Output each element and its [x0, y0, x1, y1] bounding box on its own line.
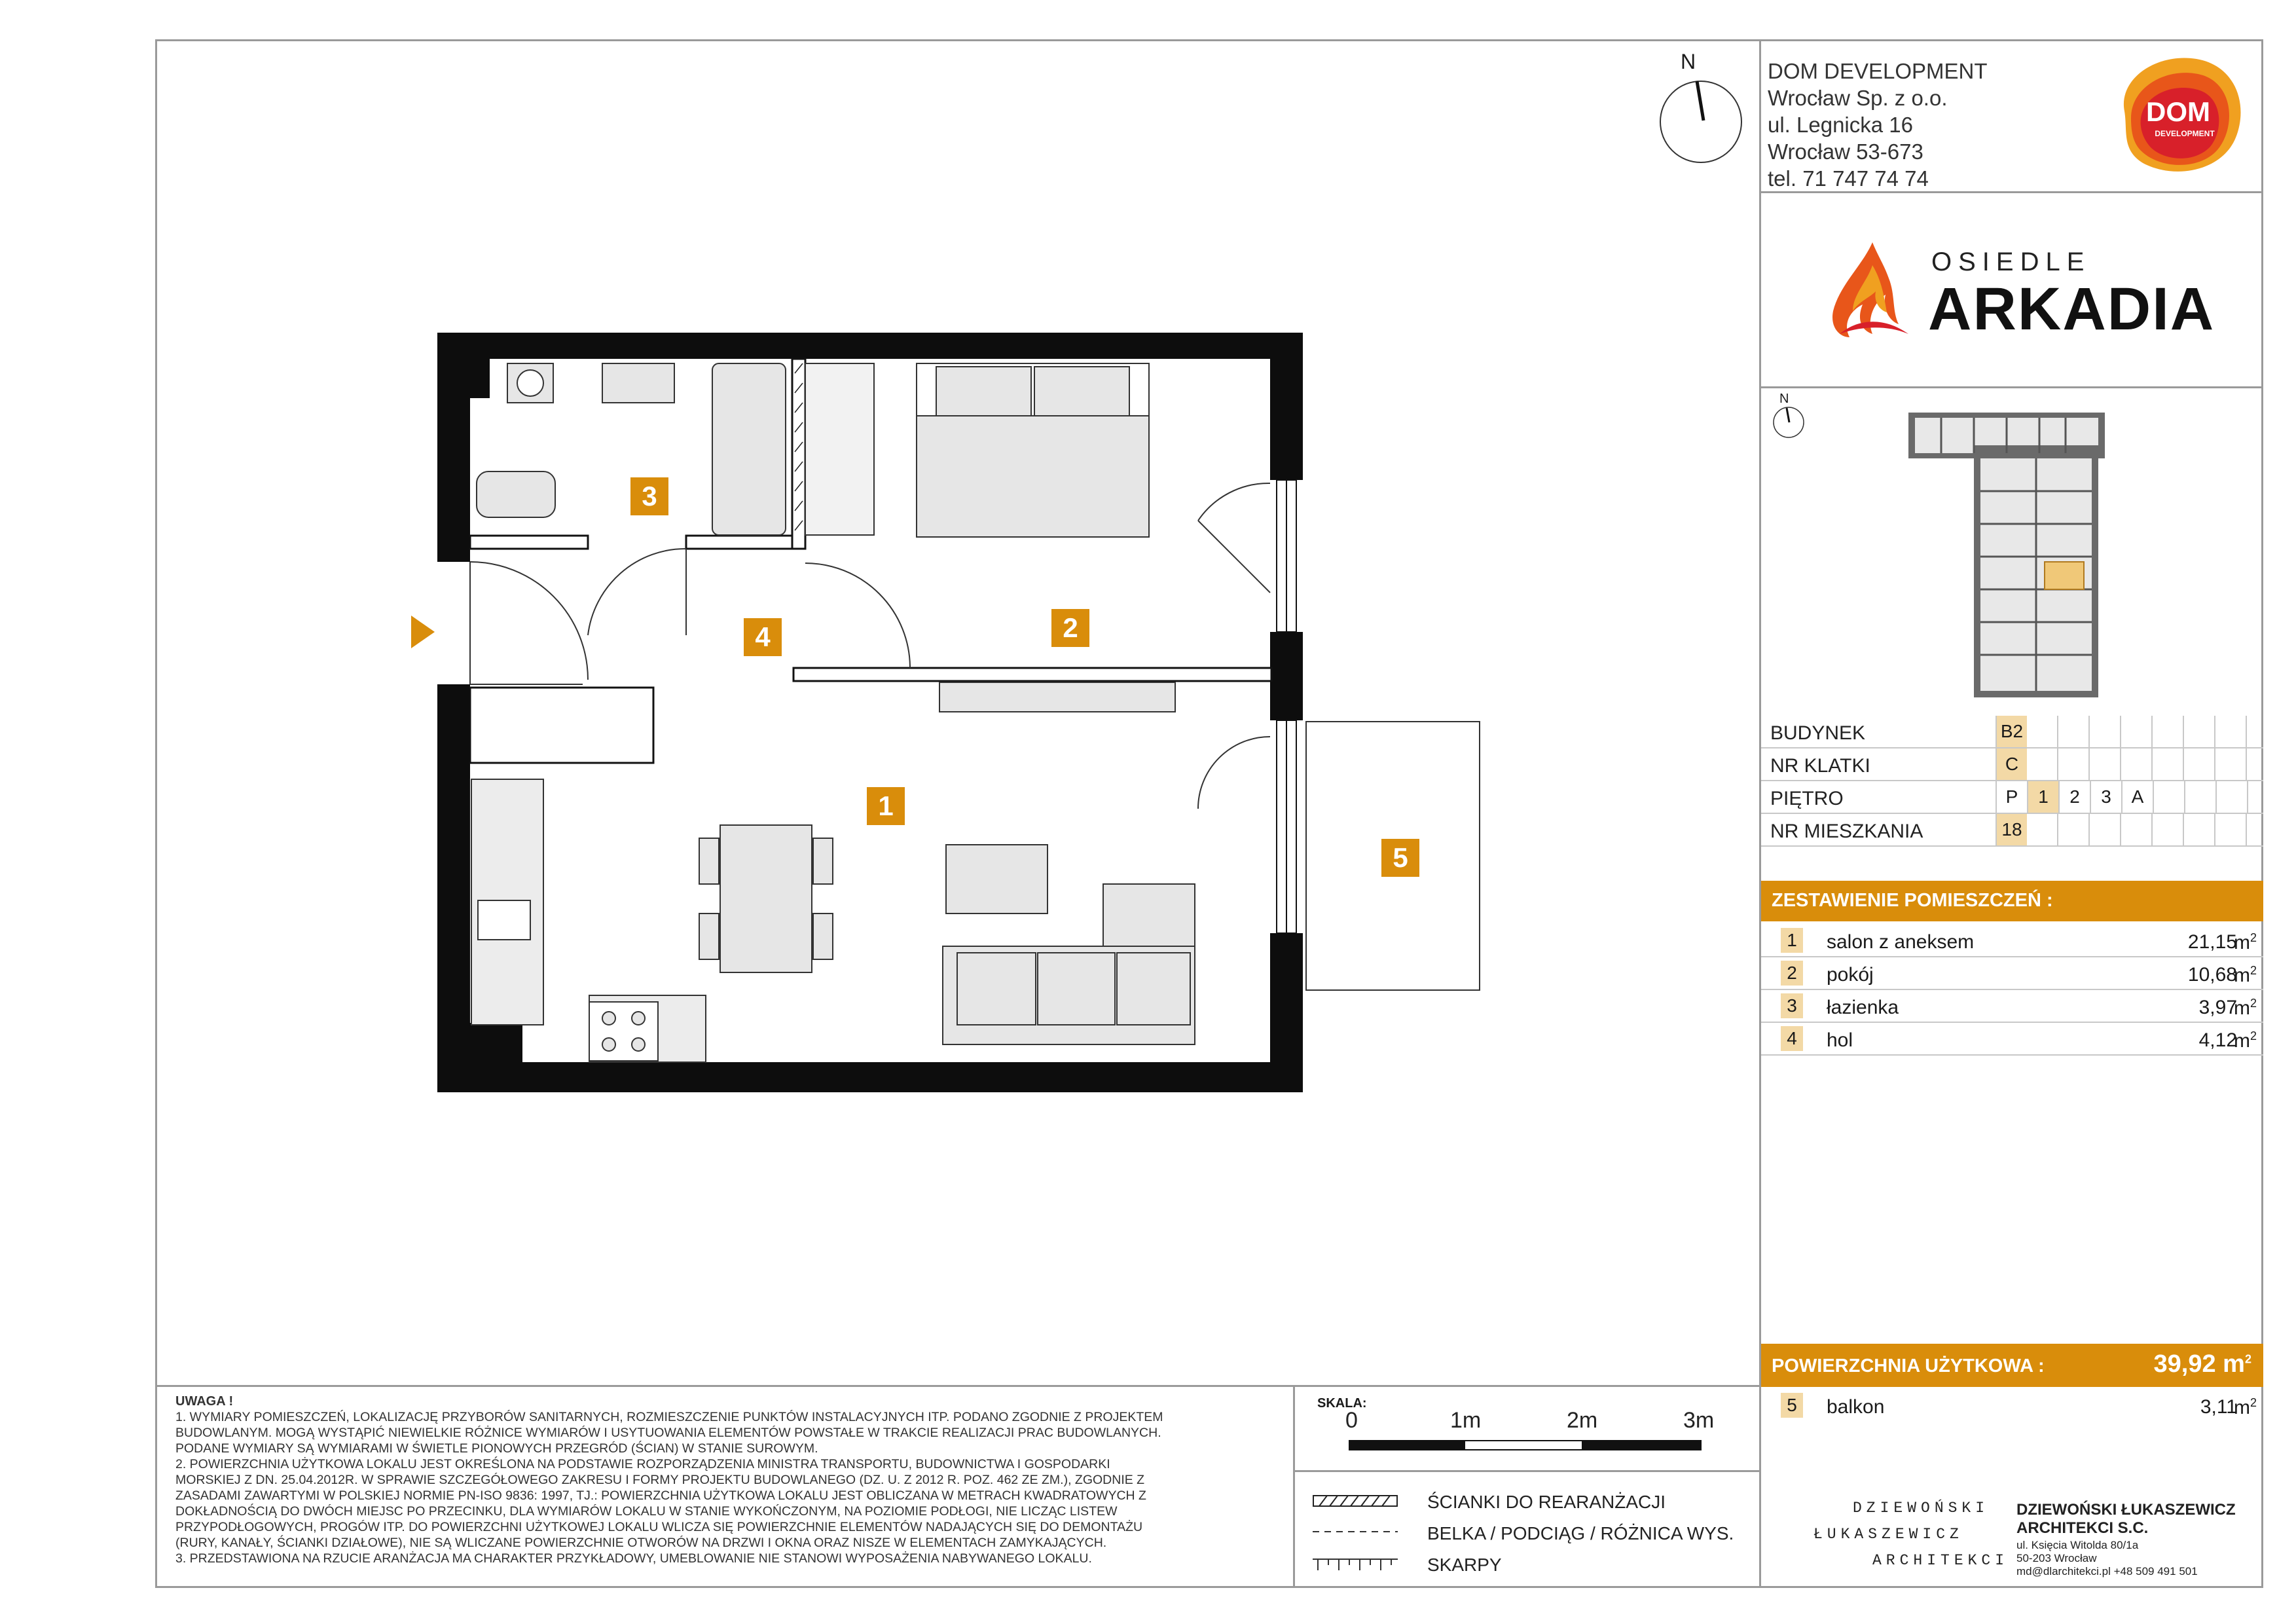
room-number: 1: [1781, 928, 1803, 953]
north-compass-icon: [1658, 79, 1744, 165]
room-badge-1: 1: [867, 787, 905, 825]
rooms-header: [1761, 881, 2263, 921]
dom-logo-subtext: DEVELOPMENT: [2155, 129, 2215, 138]
grid-cells: [2027, 716, 2263, 747]
notes-line: PODANE WYMIARY SĄ WYMIARAMI W ŚWIETLE PIONOWYCH PRZEGRÓD (ŚCIAN) W STANIE SUROWYM.: [175, 1441, 818, 1456]
floor-row: [1761, 781, 2263, 814]
building-value: B2: [1995, 716, 2027, 747]
company-info: [1768, 58, 1988, 192]
rooms-header-text: ZESTAWIENIE POMIESZCZEŃ :: [1772, 890, 2053, 911]
architect-address: ul. Księcia Witolda 80/1a: [2016, 1539, 2139, 1551]
balcony-area-unit: $m^2$: [2233, 1396, 2257, 1418]
scale-mark-2: 2m: [1567, 1408, 1598, 1433]
room-area-unit: $m^2$: [2233, 931, 2257, 953]
notes-line: 3. PRZEDSTAWIONA NA RZUCIE ARANŻACJA MA CHARAKTER PRZYKŁADOWY, UMEBLOWANIE NIE STANOWI WYPOSAŻENIA NABYWANEGO LOKALU.: [175, 1551, 1092, 1566]
notes-line: ZASADAMI ZAWARTYMI W POLSKIEJ NORMIE PN-ISO 9836: 1997, TJ.: POWIERZCHNIA UŻYTKOWA LOKALU JEST OBLICZANA W METRACH KWADRATOWYCH Z: [175, 1488, 1146, 1503]
footer-divider: [155, 1385, 1760, 1387]
room-row-4: [1761, 1023, 2263, 1056]
floor-cell-4: A: [2121, 781, 2153, 813]
apartment-value: 18: [1995, 814, 2027, 845]
scale-title: SKALA:: [1317, 1396, 1367, 1411]
grid-cells: [2027, 814, 2263, 845]
building-row: [1761, 716, 2263, 748]
room-area: 10,68: [2187, 964, 2237, 986]
keyplan-compass-icon: [1772, 406, 1805, 439]
architect-contact: md@dlarchitekci.pl +48 509 491 501: [2016, 1565, 2198, 1578]
company-phone: tel. 71 747 74 74: [1768, 166, 1929, 191]
apartment-row: [1761, 814, 2263, 847]
company-street: ul. Legnicka 16: [1768, 113, 1913, 137]
floor-cell-3: 3: [2090, 781, 2121, 813]
stair-value: C: [1995, 748, 2027, 780]
room-name: hol: [1827, 1029, 1853, 1051]
dom-development-logo: [2105, 52, 2252, 183]
room-row-1: [1761, 925, 2263, 957]
architect-city: 50-203 Wrocław: [2016, 1552, 2097, 1564]
building-label: BUDYNEK: [1770, 722, 1866, 744]
company-city: Wrocław 53-673: [1768, 139, 1923, 164]
architect-logo-line3: ARCHITEKCI: [1872, 1552, 2009, 1569]
legend-text-2: SKARPY: [1427, 1555, 1502, 1575]
legend-text-0: ŚCIANKI DO REARANŻACJI: [1427, 1492, 1666, 1512]
architect-name: DZIEWOŃSKI ŁUKASZEWICZ: [2016, 1501, 2236, 1519]
room-name: pokój: [1827, 964, 1874, 986]
notes-line: PRZYPODŁOGOWYCH, PROGÓW ITP. DO POWIERZCHNI UŻYTKOWEJ LOKALU WLICZA SIĘ POWIERZCHNIE ELEMENTÓW NADAJĄCYCH SIĘ DO DEMONTAŻU: [175, 1520, 1143, 1534]
room-area-unit: $m^2$: [2233, 1029, 2257, 1052]
notes-line: 1. WYMIARY POMIESZCZEŃ, LOKALIZACJĘ PRZYBORÓW SANITARNYCH, ROZMIESZCZENIE PUNKTÓW INSTALACYJNYCH ITP. PODANO ZGODNIE Z PROJEKTEM: [175, 1410, 1163, 1424]
floor-cell-2: 2: [2058, 781, 2090, 813]
hatched-wall-icon: [1313, 1493, 1398, 1509]
balcony-number: 5: [1781, 1393, 1803, 1418]
floor-cell-0: P: [1995, 781, 2027, 813]
scale-mark-3: 3m: [1683, 1408, 1715, 1433]
room-badge-5: 5: [1381, 839, 1419, 877]
apartment-label: NR MIESZKANIA: [1770, 821, 1923, 842]
architect-info: [2016, 1501, 2236, 1578]
notes-line: BUDOWLANYM. MOGĄ WYSTĄPIĆ NIEWIELKIE RÓŻNICE WYMIARÓW I USYTUOWANIA ELEMENTÓW POWSTAŁE W TRAKCIE REALIZACJI PRAC BUDOWLANYCH.: [175, 1426, 1161, 1440]
architect-logo-line1: DZIEWOŃSKI: [1853, 1500, 1990, 1517]
keyplan-north-label: N: [1779, 392, 1789, 406]
grid-cells: [2153, 781, 2263, 813]
company-line2: Wrocław Sp. z o.o.: [1768, 86, 1948, 110]
architect-name2: ARCHITEKCI S.C.: [2016, 1519, 2149, 1537]
stair-row: [1761, 748, 2263, 781]
total-area-bar: [1761, 1344, 2263, 1387]
company-name: DOM DEVELOPMENT: [1768, 59, 1988, 83]
project-prefix: OSIEDLE: [1931, 248, 2091, 276]
room-area-unit: $m^2$: [2233, 997, 2257, 1019]
building-key-plan: [1902, 406, 2111, 701]
notes-block: [175, 1393, 1288, 1566]
escarpment-icon: [1313, 1557, 1398, 1573]
room-area-unit: $m^2$: [2233, 964, 2257, 986]
total-area-value: 39,92 $m^2$: [2153, 1350, 2251, 1378]
room-number: 4: [1781, 1026, 1803, 1051]
rooms-list: [1761, 925, 2263, 1056]
architect-logo: [1813, 1500, 2009, 1578]
notes-line: MORSKIEJ Z DN. 25.04.2012R. W SPRAWIE SZCZEGÓŁOWEGO ZAKRESU I FORMY PROJEKTU BUDOWLANEGO (DZ. U. Z 2012 R. POZ. 462 ZE ZM.), ZGODNIE Z: [175, 1473, 1145, 1487]
room-row-3: [1761, 990, 2263, 1023]
balcony-row: [1761, 1390, 2263, 1422]
arkadia-flame-icon: [1827, 239, 1918, 344]
room-name: salon z aneksem: [1827, 931, 1975, 953]
scale-legend-divider: [1293, 1470, 1760, 1472]
room-area: 3,97: [2198, 997, 2237, 1018]
project-name: ARKADIA: [1928, 276, 2215, 342]
north-label: N: [1681, 50, 1696, 73]
notes-line: 2. POWIERZCHNIA UŻYTKOWA LOKALU JEST OKREŚLONA NA PODSTAWIE ROZPORZĄDZENIA MINISTRA TRANSPORTU, BUDOWNICTWA I GOSPODARKI: [175, 1457, 1110, 1471]
total-area-label: POWIERZCHNIA UŻYTKOWA :: [1772, 1356, 2045, 1376]
grid-cells: [2027, 748, 2263, 780]
architect-logo-line2: ŁUKASZEWICZ: [1813, 1526, 1963, 1543]
stair-label: NR KLATKI: [1770, 755, 1870, 777]
room-number: 2: [1781, 961, 1803, 986]
floor-label: PIĘTRO: [1770, 788, 1844, 809]
footer-scale-divider: [1293, 1385, 1295, 1588]
sidebar-divider-project: [1759, 386, 2263, 388]
notes-line: (RURY, KANAŁY, ŚCIANKI DZIAŁOWE), NIE SĄ WLICZANE POWIERZCHNIE OTWORÓW NA DRZWI I OKNA ORAZ NISZE W ELEMENTACH ZAMYKAJĄCYCH.: [175, 1536, 1107, 1550]
room-area: 4,12: [2198, 1029, 2237, 1051]
room-area: 21,15: [2187, 931, 2237, 953]
apartment-floor-plan: [393, 321, 1506, 1120]
dashed-line-icon: [1313, 1528, 1398, 1535]
notes-line: DOKŁADNOŚCIĄ DO DWÓCH MIEJSC PO PRZECINKU, DLA WYMIARÓW LOKALU W STANIE WYKOŃCZONYM, NA POZIOMIE PODŁOGI, NIE LICZĄC LISTEW: [175, 1504, 1118, 1519]
room-number: 3: [1781, 993, 1803, 1018]
balcony-name: balkon: [1827, 1396, 1885, 1418]
legend-text-1: BELKA / PODCIĄG / RÓŻNICA WYS.: [1427, 1523, 1734, 1543]
room-badge-4: 4: [744, 618, 782, 656]
room-badge-3: 3: [630, 477, 668, 515]
room-row-2: [1761, 957, 2263, 990]
notes-title: UWAGA !: [175, 1394, 234, 1409]
floor-cell-1: 1: [2027, 781, 2058, 813]
room-name: łazienka: [1827, 997, 1899, 1018]
scale-mark-1: 1m: [1450, 1408, 1482, 1433]
scale-bar: [1349, 1438, 1702, 1454]
room-badge-2: 2: [1051, 609, 1089, 647]
scale-mark-0: 0: [1345, 1408, 1358, 1433]
unit-info-table: [1761, 716, 2263, 847]
dom-logo-text: DOM: [2146, 96, 2210, 127]
balcony-area: 3,11: [2200, 1396, 2237, 1418]
